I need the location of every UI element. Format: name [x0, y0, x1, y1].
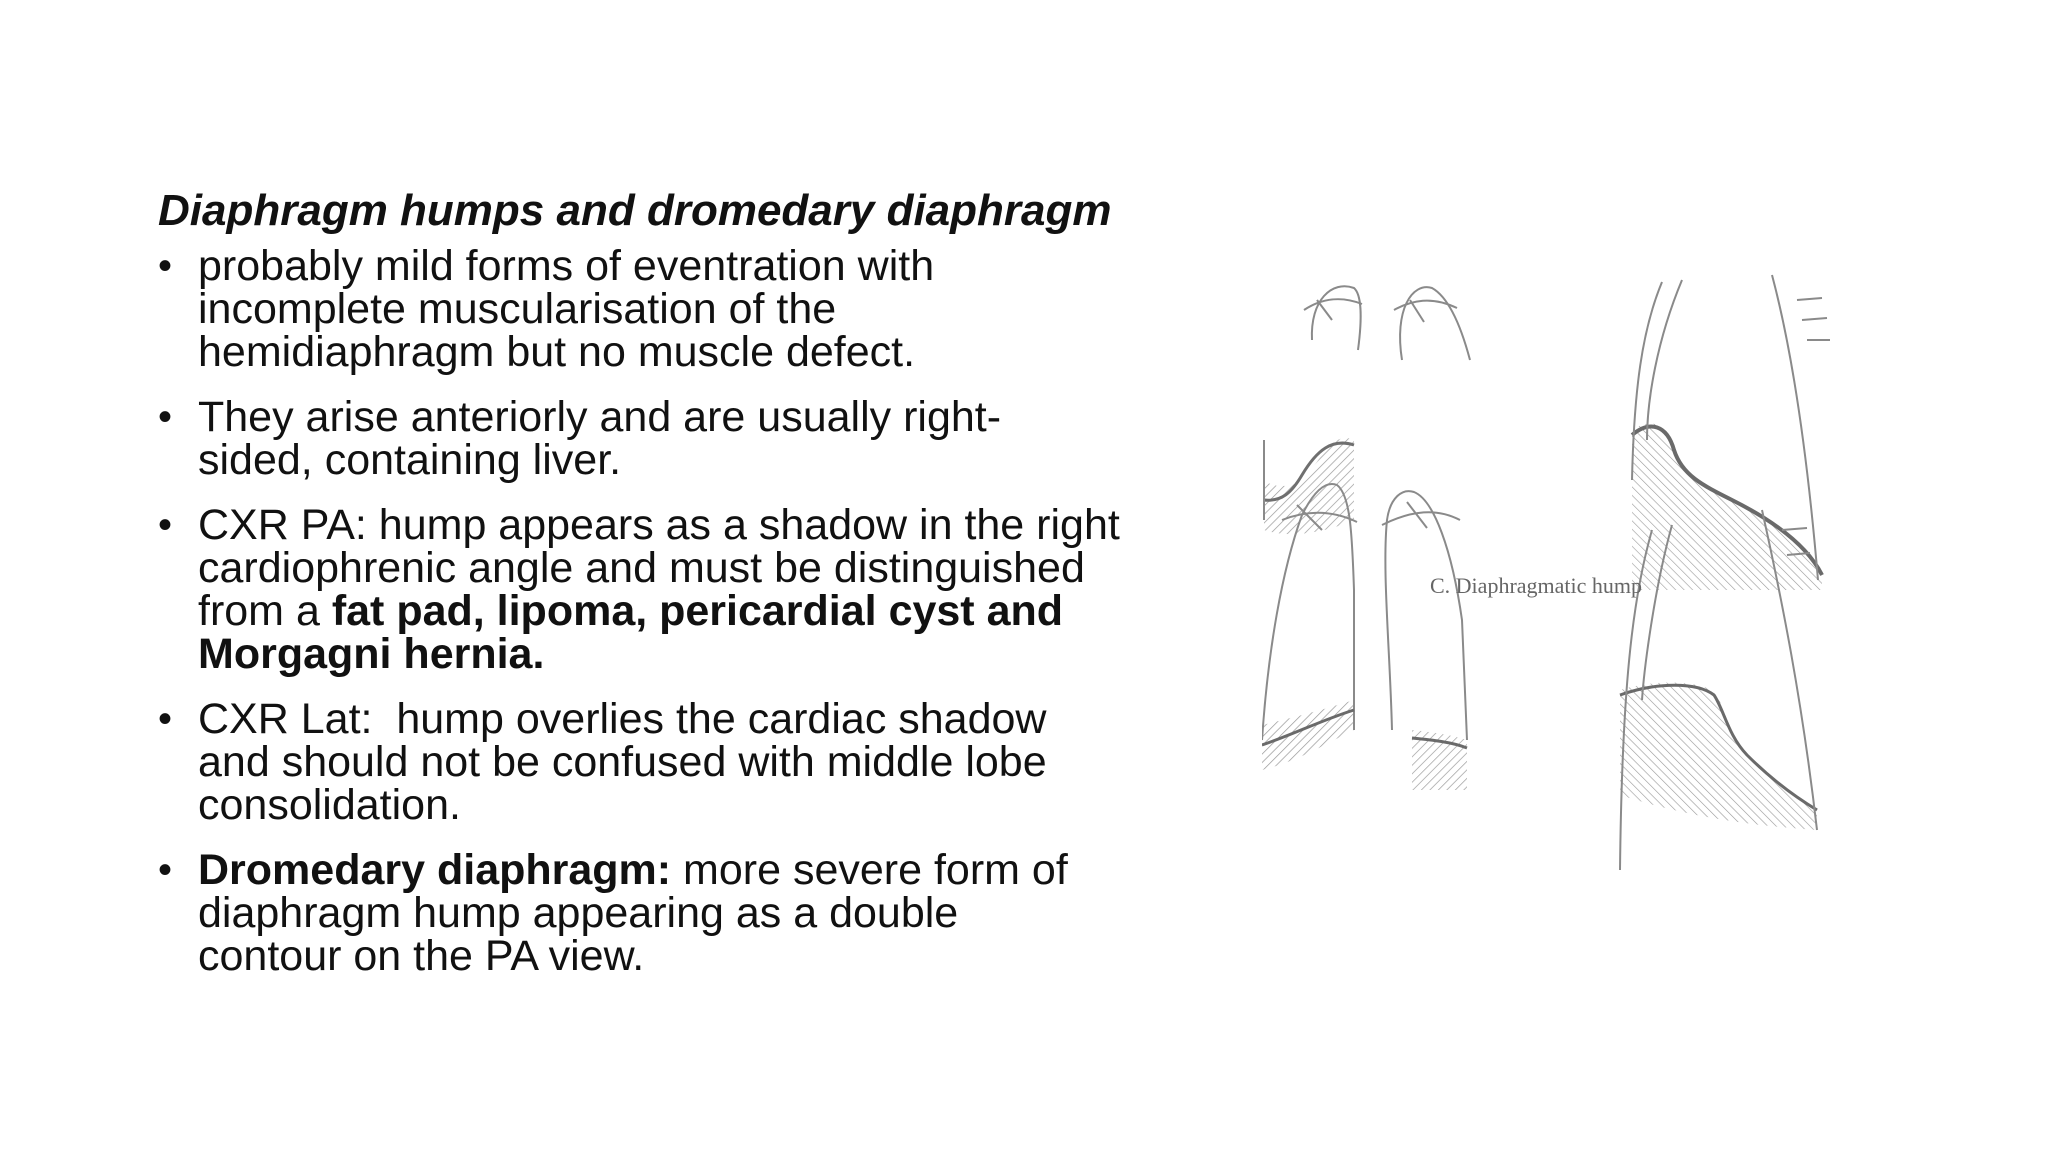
bullet-item	[158, 393, 1198, 484]
bullet-line	[198, 544, 1198, 592]
bullet-marker: •	[158, 244, 173, 288]
bullet-marker: •	[158, 503, 173, 547]
bullet-marker: •	[158, 848, 173, 892]
bullet-text: hemidiaphragm but no muscle defect.	[198, 328, 916, 376]
bullet-line	[198, 328, 1198, 376]
bullet-line	[198, 738, 1198, 786]
figure-drawing	[1262, 270, 1842, 950]
bullet-line	[198, 285, 1198, 333]
bullet-text: CXR Lat: hump overlies the cardiac shadow	[198, 695, 1047, 743]
bullet-list	[158, 242, 1198, 980]
bullet-line	[198, 695, 1198, 743]
bullet-line	[198, 630, 1198, 678]
bullet-item	[158, 501, 1198, 678]
bold-text: Morgagni hernia.	[198, 630, 545, 678]
bullet-text: sided, containing liver.	[198, 436, 622, 484]
bullet-text: incomplete muscularisation of the	[198, 285, 837, 333]
bullet-text: diaphragm hump appearing as a double	[198, 889, 959, 937]
bullet-line	[198, 501, 1198, 549]
pa-view-top	[1304, 286, 1470, 360]
bullet-line	[198, 846, 1198, 894]
bold-text: fat pad, lipoma, pericardial cyst and	[331, 587, 1064, 635]
text-block	[158, 185, 1198, 1000]
bullet-text: cardiophrenic angle and must be distinguished	[198, 544, 1085, 592]
bullet-text: probably mild forms of eventration with	[198, 242, 935, 290]
slide-title: Diaphragm humps and dromedary diaphragm	[158, 186, 1112, 235]
bullet-line	[198, 781, 1198, 829]
bullet-marker: •	[158, 697, 173, 741]
bullet-line	[198, 932, 1198, 980]
bullet-item	[158, 695, 1198, 829]
bullet-line	[198, 436, 1198, 484]
bullet-line	[198, 889, 1198, 937]
bullet-text: They arise anteriorly and are usually right-	[198, 393, 1002, 441]
bullet-text: from a	[198, 587, 332, 635]
diaphragmatic-hump-figure	[1262, 270, 1842, 950]
figure-caption: C. Diaphragmatic hump	[1430, 573, 1643, 598]
bullet-line	[198, 242, 1198, 290]
lateral-view-hump	[1632, 275, 1830, 590]
pa-view-lower-fragment	[1264, 438, 1354, 534]
bullet-text: contour on the PA view.	[198, 932, 645, 980]
bullet-text: consolidation.	[198, 781, 461, 829]
bold-text: Dromedary diaphragm:	[198, 846, 672, 894]
bullet-line	[198, 393, 1198, 441]
bullet-marker: •	[158, 395, 173, 439]
bullet-item	[158, 242, 1198, 376]
bullet-item	[158, 846, 1198, 980]
bullet-text: and should not be confused with middle lobe	[198, 738, 1047, 786]
bullet-text: CXR PA: hump appears as a shadow in the right	[198, 501, 1120, 549]
bullet-text: more severe form of	[671, 846, 1068, 894]
bullet-line	[198, 587, 1198, 635]
